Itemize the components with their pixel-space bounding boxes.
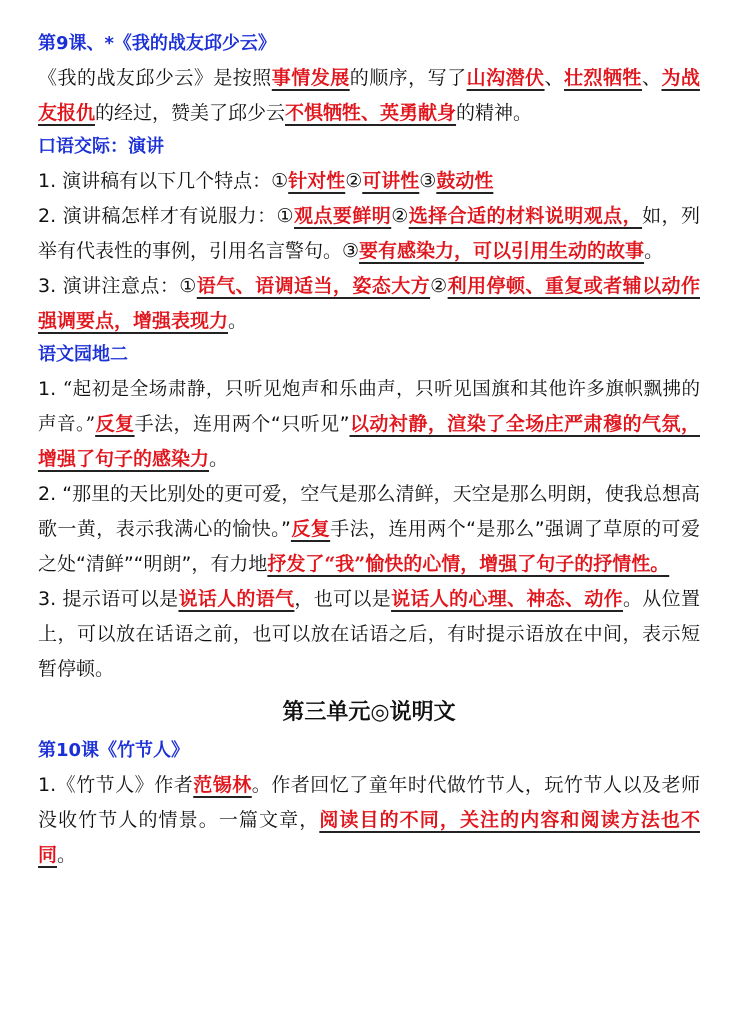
- answer-text: 范锡林: [193, 774, 252, 796]
- body-text: 、: [544, 67, 565, 89]
- speech-heading: 口语交际：演讲: [38, 136, 164, 157]
- answer-text: 说话人的心理、神态、动作: [391, 588, 623, 610]
- answer-text: 利用停顿、重复或者辅以动作强调要点，增强表现力: [38, 275, 700, 332]
- answer-text: 山沟潜伏: [466, 67, 545, 89]
- body-text: 1.: [38, 378, 63, 400]
- body-text: 。: [644, 240, 664, 262]
- answer-text: 选择合适的材料说明观点，: [408, 205, 643, 227]
- garden2-item-3: [38, 582, 700, 687]
- answer-text: 要有感染力，可以引用生动的故事: [359, 240, 645, 262]
- body-text: 1. 演讲稿有以下几个特点：①: [38, 170, 289, 192]
- body-text: 。: [209, 448, 229, 470]
- body-text: 。: [228, 310, 248, 332]
- lesson9-paragraph: [38, 61, 700, 131]
- body-text: 如，列举有代表性的事例，引用名言警句。③: [38, 205, 700, 262]
- answer-text: 说话人的语气: [178, 588, 295, 610]
- body-text: 。: [57, 844, 77, 866]
- body-text: “起初是全场肃静，只听见炮声和乐曲声，只听见国旗和其他许多旗帜飘拂的声音。”: [38, 379, 700, 435]
- answer-text: 观点要鲜明: [294, 205, 392, 227]
- body-text: 的经过，赞美了邱少云: [95, 102, 286, 124]
- garden2-heading: 语文园地二: [38, 344, 128, 365]
- body-text: 1.《竹节人》作者: [38, 774, 194, 796]
- body-text: 。从位置上，可以放在话语之前，也可以放在话语之后，有时提示语放在中间，表示短暂停顿。: [38, 588, 700, 680]
- body-text: 3. 提示语可以是: [38, 588, 179, 610]
- body-text: 、: [641, 67, 662, 89]
- garden2-item-1: [38, 372, 700, 477]
- body-text: ③: [419, 170, 437, 192]
- answer-text: 语气、语调适当，姿态大方: [196, 275, 431, 297]
- answer-text: 阅读目的不同，关注的内容和阅读方法也不同: [38, 809, 700, 866]
- answer-text: 不惧牺牲、英勇献身: [285, 102, 457, 124]
- body-text: ②: [391, 205, 409, 227]
- body-text: ，也可以是: [294, 588, 392, 610]
- lesson9-heading: 第9课、*《我的战友邱少云》: [38, 33, 276, 54]
- answer-text: 可讲性: [362, 170, 420, 192]
- body-text: 的顺序，写了: [349, 67, 467, 89]
- speech-item-1: [38, 164, 700, 199]
- answer-text: 事情发展: [271, 67, 350, 89]
- body-text: 手法，连用两个“只听见”: [134, 413, 350, 435]
- body-text: 3. 演讲注意点：①: [38, 275, 197, 297]
- lesson10-item-1: [38, 768, 700, 873]
- lesson10-heading: 第10课《竹节人》: [38, 740, 190, 761]
- answer-text: 反复: [95, 413, 135, 435]
- garden2-item-2: [38, 477, 700, 582]
- answer-text: 针对性: [288, 170, 346, 192]
- body-text: 的精神。: [456, 102, 533, 124]
- speech-item-2: [38, 199, 700, 269]
- answer-text: 鼓动性: [436, 170, 494, 192]
- body-text: ②: [345, 170, 363, 192]
- body-text: 手法，连用两个“是那么”强调了草原的可爱之处“清鲜”“明朗”，有力地: [38, 518, 700, 575]
- speech-item-3: [38, 269, 700, 339]
- answer-text: 抒发了“我”愉快的心情，增强了句子的抒情性。: [267, 553, 670, 575]
- body-text: 《我的战友邱少云》是按照: [38, 67, 272, 89]
- body-text: ②: [430, 275, 448, 297]
- unit3-title: 第三单元◎说明文: [282, 699, 456, 725]
- answer-text: 为战友报仇: [38, 67, 700, 124]
- body-text: 。作者回忆了童年时代做竹节人，玩竹节人以及老师没收竹节人的情景。一篇文章，: [38, 774, 700, 831]
- answer-text: 反复: [290, 518, 331, 540]
- answer-text: 以动衬静，渲染了全场庄严肃穆的气氛，增强了句子的感染力: [38, 413, 700, 470]
- body-text: 2. “那里的天比别处的更可爱，空气是那么清鲜，天空是那么明朗，使我总想高歌一黄，表示我满心的愉快。”: [38, 483, 700, 540]
- body-text: 2. 演讲稿怎样才有说服力：①: [38, 205, 294, 227]
- answer-text: 壮烈牺牲: [564, 67, 642, 89]
